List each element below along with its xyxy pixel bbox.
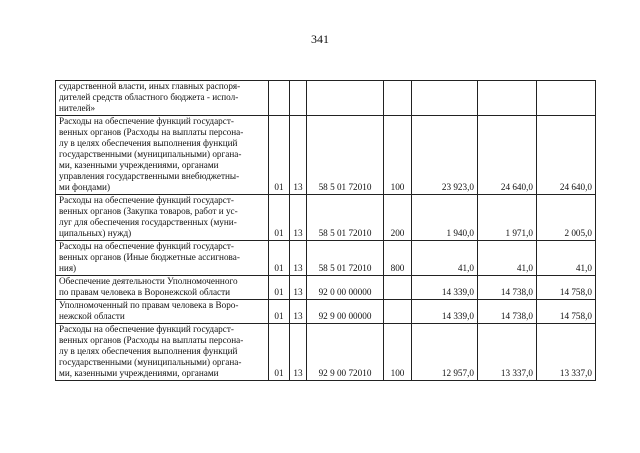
item-name-line: ния): [59, 263, 77, 273]
table-row: [56, 81, 596, 116]
item-name-line: по правам человека в Воронежской области: [59, 287, 231, 297]
section-code-cell: 01: [269, 195, 290, 241]
item-name-cell: [56, 241, 269, 276]
table-row: [56, 324, 596, 381]
target-article-cell: 92 9 00 72010: [307, 324, 384, 381]
item-name-line: государственными (муниципальными) органа-: [59, 149, 242, 159]
subsection-code-cell: 13: [290, 195, 307, 241]
amount-cell-1: 14 339,0: [412, 276, 478, 300]
amount-cell-3: 14 758,0: [537, 276, 596, 300]
section-code-cell: 01: [269, 276, 290, 300]
item-name-line: венных органов (Расходы на выплаты персона-: [59, 335, 244, 345]
amount-cell-1: 12 957,0: [412, 324, 478, 381]
expense-type-cell: [384, 276, 412, 300]
expense-type-cell: [384, 81, 412, 116]
amount-cell-2: 1 971,0: [478, 195, 537, 241]
expense-type-cell: 100: [384, 116, 412, 195]
item-name-line: Расходы на обеспечение функций государст-: [59, 241, 234, 251]
target-article-cell: 58 5 01 72010: [307, 241, 384, 276]
section-code-cell: 01: [269, 300, 290, 324]
item-name-cell: [56, 81, 269, 116]
item-name-line: венных органов (Закупка товаров, работ и ус-: [59, 206, 238, 216]
table-row: [56, 300, 596, 324]
item-name-line: лу в целях обеспечения выполнения функций: [59, 138, 238, 148]
item-name-line: Расходы на обеспечение функций государст-: [59, 116, 234, 126]
subsection-code-cell: [290, 81, 307, 116]
amount-cell-2: 24 640,0: [478, 116, 537, 195]
amount-cell-3: 13 337,0: [537, 324, 596, 381]
expense-type-cell: 100: [384, 324, 412, 381]
table-row: [56, 241, 596, 276]
expense-type-cell: [384, 300, 412, 324]
section-code-cell: 01: [269, 324, 290, 381]
amount-cell-1: 14 339,0: [412, 300, 478, 324]
amount-cell-1: 1 940,0: [412, 195, 478, 241]
item-name-line: государственными (муниципальными) органа-: [59, 357, 242, 367]
amount-cell-2: 14 738,0: [478, 276, 537, 300]
amount-cell-3: 2 005,0: [537, 195, 596, 241]
page-number: 341: [311, 32, 329, 46]
subsection-code-cell: 13: [290, 241, 307, 276]
item-name-cell: [56, 276, 269, 300]
amount-cell-1: 41,0: [412, 241, 478, 276]
subsection-code-cell: 13: [290, 276, 307, 300]
subsection-code-cell: 13: [290, 324, 307, 381]
item-name-line: ми фондами): [59, 182, 111, 192]
amount-cell-2: 13 337,0: [478, 324, 537, 381]
amount-cell-1: [412, 81, 478, 116]
item-name-line: ципальных) нужд): [59, 228, 132, 238]
amount-cell-3: 41,0: [537, 241, 596, 276]
item-name-line: Обеспечение деятельности Уполномоченного: [59, 276, 238, 286]
amount-cell-2: 41,0: [478, 241, 537, 276]
item-name-line: лу в целях обеспечения выполнения функций: [59, 346, 238, 356]
target-article-cell: 58 5 01 72010: [307, 116, 384, 195]
amount-cell-2: 14 738,0: [478, 300, 537, 324]
budget-table: [55, 80, 596, 381]
item-name-cell: [56, 116, 269, 195]
expense-type-cell: 800: [384, 241, 412, 276]
item-name-line: Расходы на обеспечение функций государст-: [59, 195, 234, 205]
expense-type-cell: 200: [384, 195, 412, 241]
amount-cell-3: 24 640,0: [537, 116, 596, 195]
item-name-line: венных органов (Расходы на выплаты персона-: [59, 127, 244, 137]
target-article-cell: 92 0 00 00000: [307, 276, 384, 300]
table-row: [56, 116, 596, 195]
section-code-cell: 01: [269, 241, 290, 276]
item-name-line: нителей»: [59, 103, 96, 113]
item-name-line: ми, казенными учреждениями, органами: [59, 160, 219, 170]
amount-cell-3: 14 758,0: [537, 300, 596, 324]
item-name-line: Расходы на обеспечение функций государст-: [59, 324, 234, 334]
item-name-line: ми, казенными учреждениями, органами: [59, 368, 219, 378]
item-name-cell: [56, 324, 269, 381]
item-name-line: венных органов (Иные бюджетные ассигнова-: [59, 252, 240, 262]
amount-cell-1: 23 923,0: [412, 116, 478, 195]
item-name-line: Уполномоченный по правам человека в Воро-: [59, 300, 239, 310]
amount-cell-3: [537, 81, 596, 116]
table-row: [56, 276, 596, 300]
item-name-cell: [56, 195, 269, 241]
subsection-code-cell: 13: [290, 116, 307, 195]
item-name-cell: [56, 300, 269, 324]
item-name-line: сударственной власти, иных главных распоря-: [59, 81, 241, 91]
item-name-line: нежской области: [59, 311, 125, 321]
table-row: [56, 195, 596, 241]
item-name-line: луг для обеспечения государственных (муни-: [59, 217, 237, 227]
section-code-cell: [269, 81, 290, 116]
subsection-code-cell: 13: [290, 300, 307, 324]
target-article-cell: 92 9 00 00000: [307, 300, 384, 324]
item-name-line: управления государственными внебюджетны-: [59, 171, 240, 181]
target-article-cell: 58 5 01 72010: [307, 195, 384, 241]
target-article-cell: [307, 81, 384, 116]
item-name-line: дителей средств областного бюджета - испол-: [59, 92, 239, 102]
section-code-cell: 01: [269, 116, 290, 195]
amount-cell-2: [478, 81, 537, 116]
